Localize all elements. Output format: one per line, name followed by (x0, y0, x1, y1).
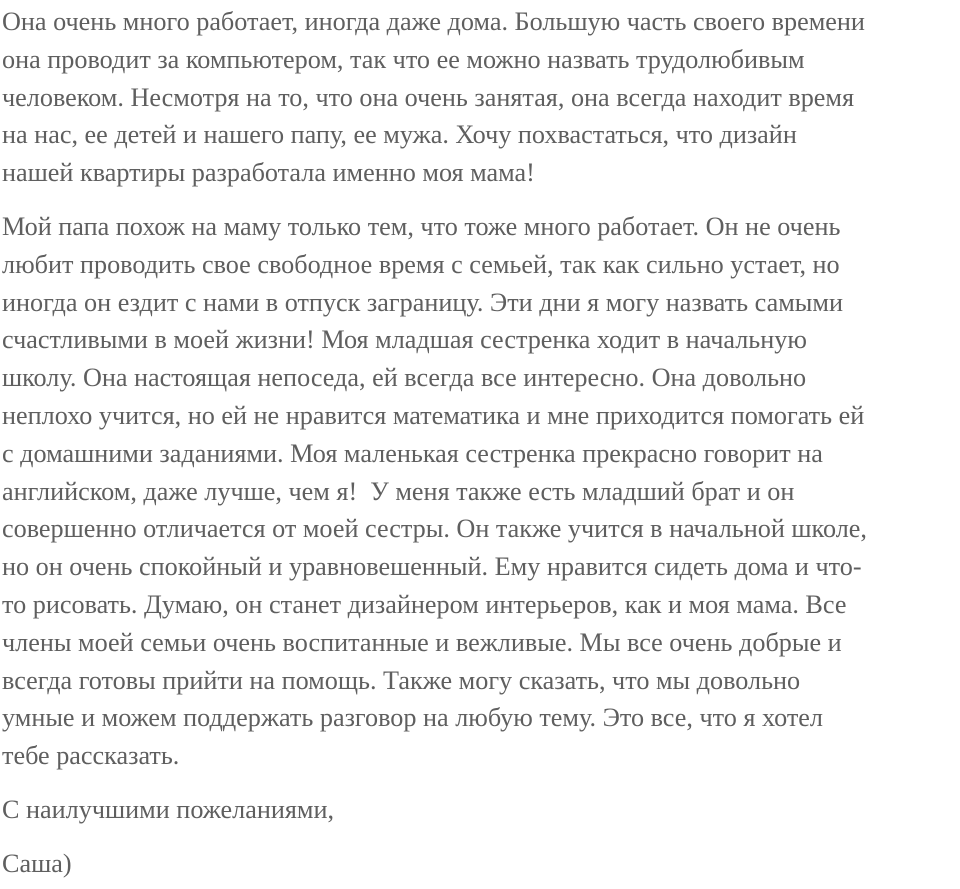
text-line: совершенно отличается от моей сестры. Он также учится в начальной школе, (2, 514, 867, 544)
text-line: английском, даже лучше, чем я! У меня также есть младший брат и он (2, 476, 795, 506)
text-line: нашей квартиры разработала именно моя мама! (2, 158, 535, 188)
text-line: всегда готовы прийти на помощь. Также могу сказать, что мы довольно (2, 665, 801, 695)
text-line: умные и можем поддержать разговор на любую тему. Это все, что я хотел (2, 703, 823, 733)
text-line: человеком. Несмотря на то, что она очень занятая, она всегда находит время (2, 82, 855, 112)
text-line: но он очень спокойный и уравновешенный. Ему нравится сидеть дома и что- (2, 552, 862, 582)
text-line: школу. Она настоящая непоседа, ей всегда все интересно. Она довольно (2, 363, 807, 393)
text-line: она проводит за компьютером, так что ее можно назвать трудолюбивым (2, 44, 805, 74)
text-line: с домашними заданиями. Моя маленькая сестренка прекрасно говорит на (2, 438, 823, 468)
closing-line (2, 791, 958, 829)
signature-text: Саша) (2, 848, 72, 878)
paragraph-mother (2, 3, 958, 192)
text-line: Мой папа похож на маму только тем, что тоже много работает. Он не очень (2, 211, 841, 241)
signature (2, 845, 958, 883)
text-line: любит проводить свое свободное время с семьей, так как сильно устает, но (2, 249, 840, 279)
text-line: то рисовать. Думаю, он станет дизайнером интерьеров, как и моя мама. Все (2, 589, 847, 619)
text-line: неплохо учится, но ей не нравится математика и мне приходится помогать ей (2, 400, 865, 430)
letter-document (2, 0, 958, 883)
text-line: тебе рассказать. (2, 741, 180, 771)
text-line: члены моей семьи очень воспитанные и вежливые. Мы все очень добрые и (2, 627, 842, 657)
paragraph-father-siblings (2, 208, 958, 775)
text-line: иногда он ездит с нами в отпуск заграницу. Эти дни я могу назвать самыми (2, 287, 843, 317)
text-line: Она очень много работает, иногда даже дома. Большую часть своего времени (2, 7, 865, 36)
text-line: счастливыми в моей жизни! Моя младшая сестренка ходит в начальную (2, 325, 807, 355)
closing-text: С наилучшими пожеланиями, (2, 794, 335, 824)
text-line: на нас, ее детей и нашего папу, ее мужа. Хочу похвастаться, что дизайн (2, 120, 797, 150)
